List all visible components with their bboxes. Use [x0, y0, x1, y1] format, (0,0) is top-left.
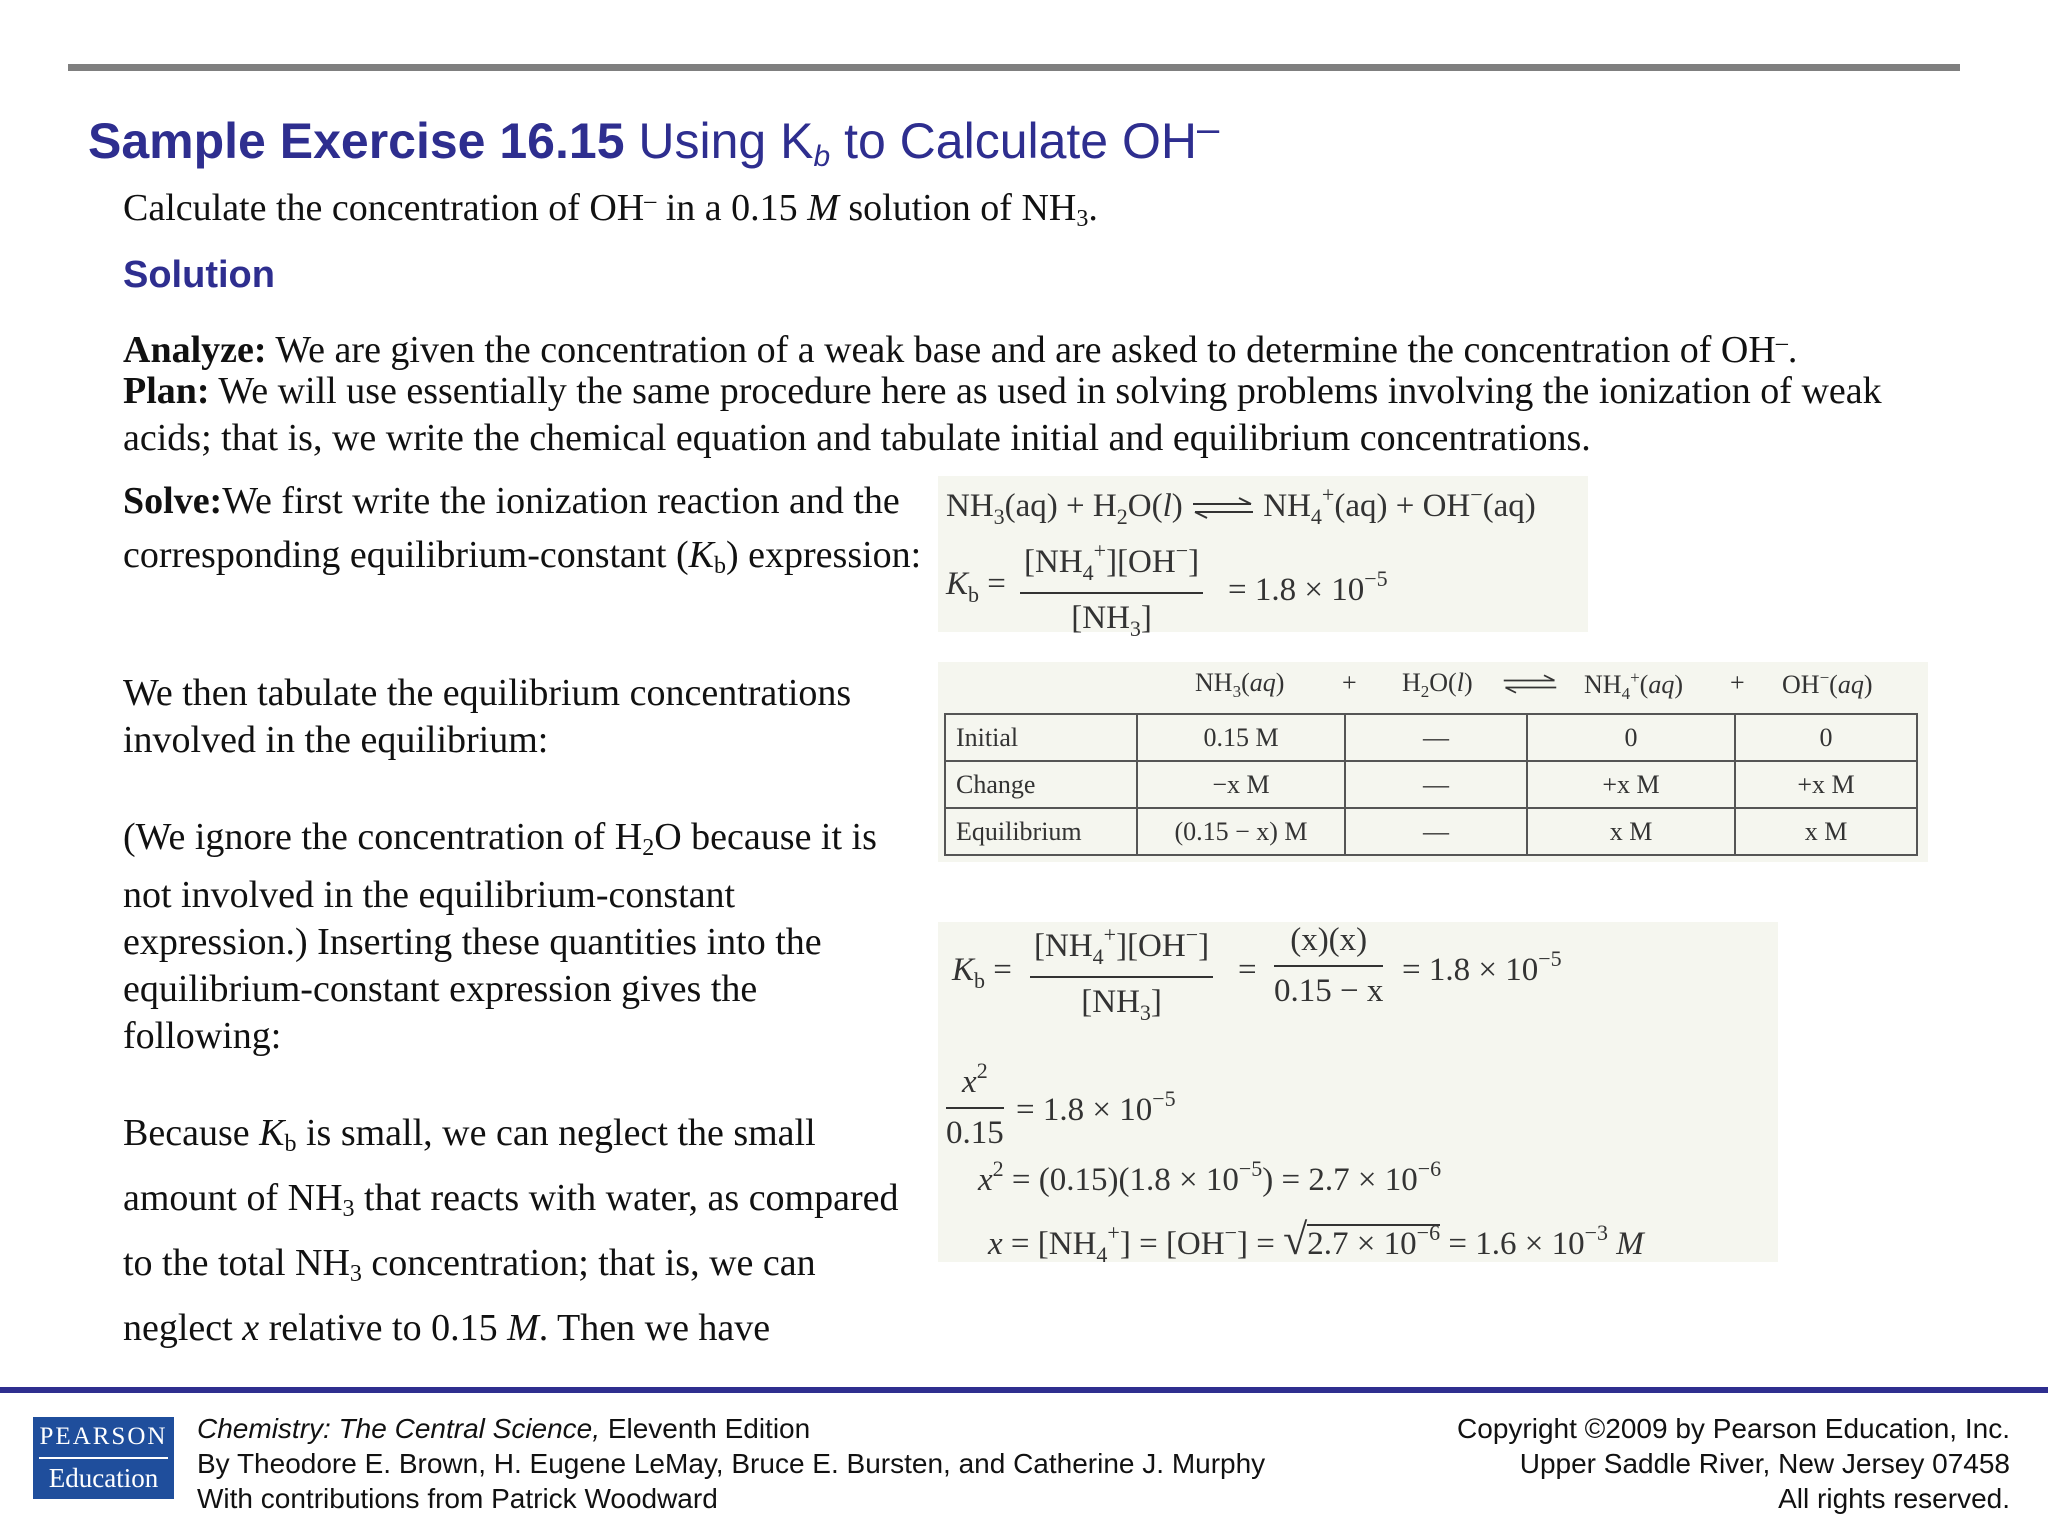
ignore-paragraph: (We ignore the concentration of $H_2O$ because it is not involved in the equilibrium-constant expression.) Inserting these quantities into the equilibrium-constant expression gives the following: — [123, 816, 877, 1057]
footer-citation: Chemistry: The Central Science, Eleventh Edition By Theodore E. Brown, H. Eugene LeMay, Bruce E. Bursten, and Catherine J. Murphy With contributions from Patrick Woodward — [197, 1413, 1266, 1514]
x-squared-calculation: $x^2 = (0.15)(1.8 \times 10^{-5}) = 2.7 \times 10^{-6}$ — [978, 1156, 1442, 1198]
footer-copyright: Copyright ©2009 by Pearson Education, Inc. Upper Saddle River, New Jersey 07458 All rights reserved. — [1457, 1413, 2010, 1514]
kb-fraction-2: $\frac{[NH_4^+][OH^-]}{[NH_3]}$ — [1030, 922, 1213, 1026]
ice-table — [944, 713, 1918, 856]
title-text: Using K — [638, 113, 814, 169]
ice-header-nh4: $NH_4^+(aq)$ — [1584, 668, 1683, 703]
ionization-reaction: $NH_3(aq) + H_2O(l) NH_4^+(aq) + OH^-(aq)$ — [946, 482, 1536, 529]
because-paragraph: Because $K_b$ is small, we can neglect the small amount of $NH_3$ that reacts with water, as compared to the total $NH_3$ concentration; that is, we can neglect x relative to 0.15 M. Then we have — [123, 1112, 899, 1349]
ice-equilibrium-arrows-icon — [1502, 672, 1558, 696]
book-contributions: With contributions from Patrick Woodward — [197, 1483, 718, 1514]
kb-value: = $1.8 \times 10^{-5}$ — [1228, 566, 1388, 608]
x-squared-fraction: $\frac{x^2}{0.15}$ — [946, 1058, 1004, 1151]
ice-header-plus-2: + — [1730, 668, 1745, 697]
question-text: Calculate the concentration of OH– in a 0.15 M solution of $NH_3$. — [123, 187, 1098, 232]
kb-fraction: $\frac{[NH_4^+][OH^-]}{[NH_3]}$ — [1020, 538, 1203, 642]
solution-heading: Solution — [123, 254, 275, 296]
plan-paragraph: Plan: We will use essentially the same procedure here as used in solving problems involving the ionization of weak acids; that is, we write the chemical equation and tabulate initial and equilibrium concentrations. — [123, 370, 1882, 459]
ice-header-nh3: $NH_3(aq)$ — [1195, 668, 1285, 701]
square-root-icon: √ — [1283, 1215, 1308, 1264]
solution-equations-box: $K_b$ = $\frac{[NH_4^+][OH^-]}{[NH_3]}$ = $\frac{(x)(x)}{0.15 - x}$ = $1.8 \times 10^{-5}$ $\frac{x^2}{0.15}$ = $1.8 \times 10^{-5}$ $x^2 = (0.15)(1.8 \times 10^{-5}) = 2.7 \times 10^{-6}$ $x = [NH_4^+] = [OH^-] = √2.7 \times 10^{-6} = 1.6 \times 10^{-3}$ M — [938, 922, 1778, 1262]
ice-header-water: $H_2O(l)$ — [1402, 668, 1473, 701]
analyze-paragraph: Analyze: We are given the concentration of a weak base and are asked to determine the concentration of OH–. — [123, 329, 1798, 371]
row-label-change: Change — [945, 761, 1137, 808]
footer-divider — [0, 1387, 2048, 1393]
x-fraction: $\frac{(x)(x)}{0.15 - x}$ — [1274, 922, 1384, 1009]
x-result: $x = [NH_4^+] = [OH^-] = √2.7 \times 10^{-6} = 1.6 \times 10^{-3}$ M — [988, 1215, 1644, 1267]
table-row: Change −x M — +x M +x M — [945, 761, 1917, 808]
table-row: Equilibrium (0.15 − x) M — x M x M — [945, 808, 1917, 855]
ice-header-plus-1: + — [1342, 668, 1357, 697]
kb-value-2: = $1.8 \times 10^{-5}$ — [1402, 946, 1562, 988]
sqrt-content: $2.7 \times 10^{-6}$ — [1307, 1220, 1441, 1262]
kb-expression-box — [938, 476, 1588, 641]
tabulate-paragraph: We then tabulate the equilibrium concentrations involved in the equilibrium: — [123, 672, 852, 761]
ice-header-oh: OH−(aq) — [1782, 668, 1873, 699]
book-title: Chemistry: The Central Science, — [197, 1413, 601, 1444]
table-row: Initial 0.15 M — 0 0 — [945, 714, 1917, 761]
x-squared-value: = $1.8 \times 10^{-5}$ — [1016, 1086, 1176, 1128]
row-label-equilibrium: Equilibrium — [945, 808, 1137, 855]
kb-symbol-2: $K_b$ = — [952, 952, 1012, 993]
top-divider — [68, 64, 1960, 71]
row-label-initial: Initial — [945, 714, 1137, 761]
pearson-logo: PEARSON Education — [33, 1417, 174, 1499]
kb-symbol: $K_b$ = — [946, 566, 1006, 607]
slide-title: Sample Exercise 16.15 Using $K_b$ to Calculate OH– — [88, 107, 1220, 173]
solve-paragraph: Solve:We first write the ionization reaction and the corresponding equilibrium-constant $(K_b)$ expression: — [123, 480, 922, 579]
title-exercise-number: Sample Exercise 16.15 — [88, 113, 625, 169]
equilibrium-arrows-icon — [1191, 496, 1255, 520]
book-authors: By Theodore E. Brown, H. Eugene LeMay, Bruce E. Bursten, and Catherine J. Murphy — [197, 1448, 1266, 1479]
